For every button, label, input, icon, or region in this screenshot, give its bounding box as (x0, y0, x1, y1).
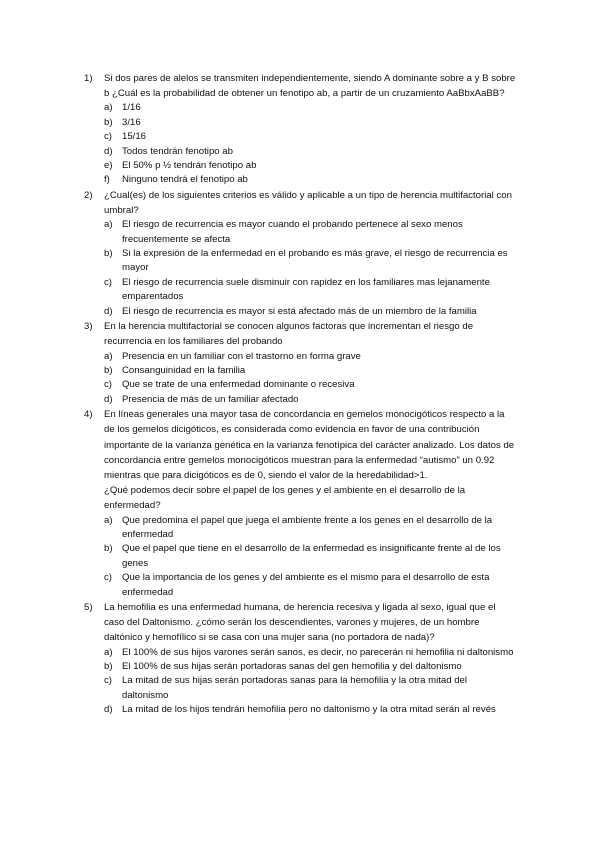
option-item (0, 364, 599, 378)
option-text: Presencia de más de un familiar afectado (122, 393, 299, 405)
question-paragraph: ¿Qué podemos decir sobre el papel de los genes y el ambiente en el desarrollo de la enfermedad? (104, 485, 466, 512)
question-paragraph: La hemofilia es una enfermedad humana, de herencia recesiva y ligada al sexo, igual que el caso del Daltonismo. ¿cómo serán los descendientes, varones y mujeres, de un hombre daltónico y hemofílico si se casa con una mujer sana (no portadora de nada)? (104, 601, 496, 644)
question-4 (0, 407, 599, 600)
options-list (0, 350, 599, 408)
option-text: Que la importancia de los genes y del ambiente es el mismo para el desarrollo de esta enfermedad (122, 572, 490, 598)
option-text: Que se trate de una enfermedad dominante o recesiva (122, 379, 355, 391)
option-text: La mitad de los hijos tendrán hemofilia pero no daltonismo y la otra mitad serán al revés (122, 704, 496, 716)
question-paragraph: En líneas generales una mayor tasa de concordancia en gemelos monocigóticos respecto a la de los gemelos dicigóticos, es considerada como evidencia en favor de una contribución importante de la varianza genética en la varianza fenotípica del carácter analizado. Los datos de concordancia entre gemelos monocigóticos muestran para la enfermedad “autismo” un 0.92 mientras que para dicigóticos es de 0, siendo el valor de la heredabilidad>1. (104, 409, 515, 481)
question-5 (0, 600, 599, 718)
option-item (0, 703, 599, 717)
question-text (104, 319, 516, 349)
option-item (0, 350, 599, 364)
option-text: El riesgo de recurrencia es mayor si está afectado más de un miembro de la familia (122, 305, 477, 317)
options-list (0, 218, 599, 319)
option-text: La mitad de sus hijas serán portadoras sanas para la hemofilia y la otra mitad del daltonismo (122, 675, 468, 701)
question-number: 1) (84, 73, 93, 84)
options-list (0, 514, 599, 600)
option-text: 3/16 (122, 116, 141, 128)
question-2 (0, 188, 599, 319)
question-text (104, 71, 516, 101)
options-list (0, 646, 599, 718)
option-item (0, 660, 599, 674)
option-letter: a) (104, 646, 113, 658)
option-item (0, 218, 599, 247)
option-letter: a) (104, 102, 113, 114)
option-item (0, 247, 599, 276)
option-text: El riesgo de recurrencia suele disminuir con rapidez en los familiares mas lejanamente emparentados (122, 276, 490, 303)
option-letter: c) (104, 131, 112, 143)
question-number: 2) (84, 189, 93, 201)
option-text: Que el papel que tiene en el desarrollo de la enfermedad es insignificante frente al de los genes (122, 543, 501, 569)
option-text: Si la expresión de la enfermedad en el probando es más grave, el riesgo de recurrencia es mayor (122, 248, 508, 274)
option-letter: c) (104, 379, 112, 391)
option-letter: a) (104, 219, 113, 231)
option-item (0, 571, 599, 600)
option-item (0, 130, 599, 144)
option-text: El 50% p ½ tendrán fenotipo ab (122, 160, 257, 172)
option-letter: b) (104, 364, 113, 376)
option-letter: c) (104, 675, 112, 687)
option-text: Ninguno tendrá el fenotipo ab (122, 174, 248, 186)
option-letter: a) (104, 514, 113, 526)
option-letter: b) (104, 116, 113, 128)
option-letter: d) (104, 305, 113, 317)
option-item (0, 646, 599, 660)
option-letter: c) (104, 572, 112, 584)
option-item (0, 393, 599, 407)
option-text: El 100% de sus hijas serán portadoras sanas del gen hemofilia y del daltonismo (122, 661, 462, 672)
option-text: 1/16 (122, 102, 141, 114)
option-letter: d) (104, 393, 113, 405)
option-letter: e) (104, 160, 113, 172)
question-number: 4) (84, 409, 93, 421)
option-item (0, 101, 599, 115)
question-text (104, 600, 516, 646)
option-item (0, 674, 599, 703)
option-letter: d) (104, 145, 113, 157)
question-paragraph: En la herencia multifactorial se conocen algunos factoras que incrementan el riesgo de recurrencia en los familiares del probando (104, 321, 474, 348)
option-letter: d) (104, 704, 113, 716)
question-number: 5) (84, 601, 93, 613)
option-letter: b) (104, 248, 113, 260)
option-item (0, 276, 599, 305)
option-item (0, 116, 599, 130)
option-letter: a) (104, 350, 113, 362)
question-1 (0, 71, 599, 188)
option-text: Todos tendrán fenotipo ab (122, 145, 233, 157)
question-text (104, 188, 516, 218)
option-letter: c) (104, 276, 112, 288)
options-list (0, 101, 599, 187)
option-text: 15/16 (122, 131, 147, 143)
option-text: El 100% de sus hijos varones serán sanos, es decir, no parecerán ni hemofilia ni daltonismo (122, 646, 514, 658)
option-item (0, 305, 599, 319)
option-letter: f) (104, 174, 110, 186)
question-3 (0, 319, 599, 407)
option-text: El riesgo de recurrencia es mayor cuando el probando pertenece al sexo menos frecuentemente se afecta (122, 219, 463, 245)
option-item (0, 173, 599, 187)
option-letter: b) (104, 661, 113, 672)
question-paragraph: ¿Cual(es) de los siguientes criterios es válido y aplicable a un tipo de herencia multifactorial con umbral? (104, 189, 512, 217)
question-paragraph: Si dos pares de alelos se transmiten independientemente, siendo A dominante sobre a y B sobre b ¿Cuál es la probabilidad de obtener un fenotipo ab, a partir de un cruzamiento AaBbxAaBB? (104, 73, 516, 100)
option-item (0, 378, 599, 392)
option-text: Que predomina el papel que juega el ambiente frente a los genes en el desarrollo de la enfermedad (122, 514, 493, 540)
option-item (0, 145, 599, 159)
question-text (104, 407, 516, 513)
option-item (0, 514, 599, 543)
option-text: Consanguinidad en la familia (122, 364, 246, 376)
option-text: Presencia en un familiar con el trastorno en forma grave (122, 350, 361, 362)
option-item (0, 159, 599, 173)
option-item (0, 542, 599, 571)
question-number: 3) (84, 321, 93, 333)
option-letter: b) (104, 543, 113, 555)
